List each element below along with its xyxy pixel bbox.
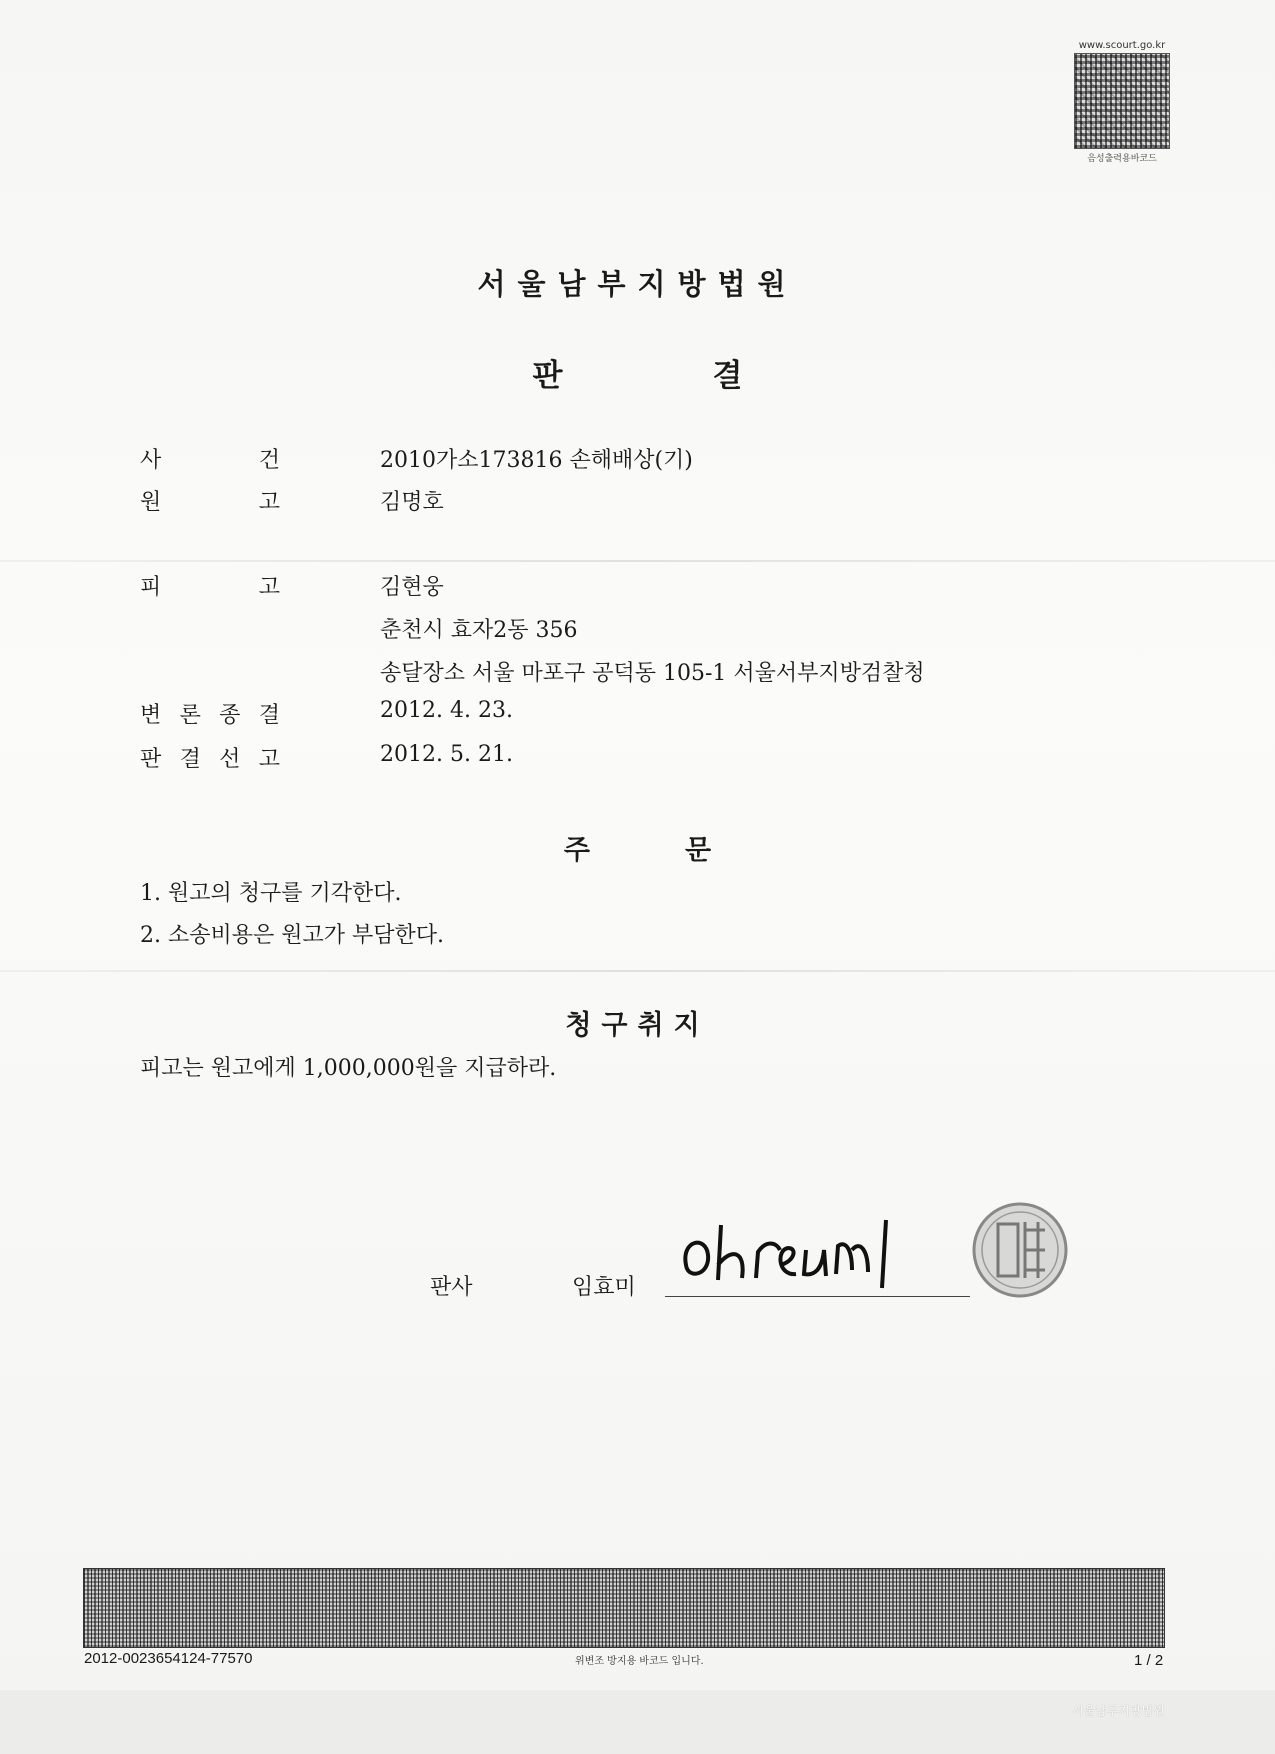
footer-strip: [0, 1690, 1275, 1754]
page-number: 1 / 2: [1134, 1652, 1164, 1669]
voice-barcode-block: [1072, 40, 1172, 164]
court-watermark: 서울남부지방법원: [1072, 1704, 1165, 1718]
document-title: 판결: [532, 358, 893, 394]
label-char: 종: [219, 703, 241, 728]
label-char: 변: [140, 703, 162, 728]
label-char: 결: [258, 703, 280, 728]
judgment-date: 2012. 5. 21.: [380, 742, 513, 767]
judgment-date-label: [140, 742, 280, 773]
hearing-end-date: 2012. 4. 23.: [380, 698, 513, 723]
order-title: 주문: [563, 835, 807, 866]
qr-code: [1074, 53, 1170, 149]
defendant-name: 김현웅: [380, 575, 444, 600]
court-name: 서울남부지방법원: [477, 267, 798, 301]
fold-crease: [0, 970, 1275, 972]
order-item: 1. 원고의 청구를 기각한다.: [140, 881, 402, 906]
defendant-label: [140, 570, 280, 601]
label-char: 론: [179, 703, 201, 728]
defendant-address: 춘천시 효자2동 356: [380, 618, 578, 643]
barcode-note: 위변조 방지용 바코드 입니다.: [575, 1656, 704, 1667]
anti-forgery-barcode: [83, 1568, 1165, 1648]
plaintiff-label: [140, 485, 280, 516]
label-char: 판: [140, 747, 162, 772]
label-char: 고: [258, 490, 280, 515]
claim-title: 청구취지: [565, 1010, 710, 1041]
plaintiff-value: 김명호: [380, 490, 444, 515]
case-label: [140, 443, 280, 474]
defendant-delivery-place: 송달장소 서울 마포구 공덕동 105-1 서울서부지방검찰청: [380, 661, 925, 686]
document-number: 2012-0023654124-77570: [84, 1650, 253, 1667]
order-item: 2. 소송비용은 원고가 부담한다.: [140, 923, 444, 948]
label-char: 원: [140, 490, 162, 515]
claim-text: 피고는 원고에게 1,000,000원을 지급하라.: [140, 1056, 557, 1081]
judge-signature: [676, 1210, 936, 1304]
label-char: 고: [258, 747, 280, 772]
label-char: 결: [179, 747, 201, 772]
label-char: 고: [258, 575, 280, 600]
judge-name: 임효미: [572, 1275, 636, 1300]
court-url: www.scourt.go.kr: [1078, 40, 1166, 51]
label-char: 선: [219, 747, 241, 772]
label-char: 건: [258, 448, 280, 473]
case-value: 2010가소173816 손해배상(기): [380, 448, 693, 473]
fold-crease: [0, 560, 1275, 562]
official-seal: [970, 1200, 1070, 1304]
judge-title: 판사: [430, 1275, 473, 1300]
qr-caption: 음성출력용바코드: [1087, 154, 1157, 164]
hearing-end-label: [140, 698, 280, 729]
label-char: 피: [140, 575, 162, 600]
label-char: 사: [140, 448, 162, 473]
